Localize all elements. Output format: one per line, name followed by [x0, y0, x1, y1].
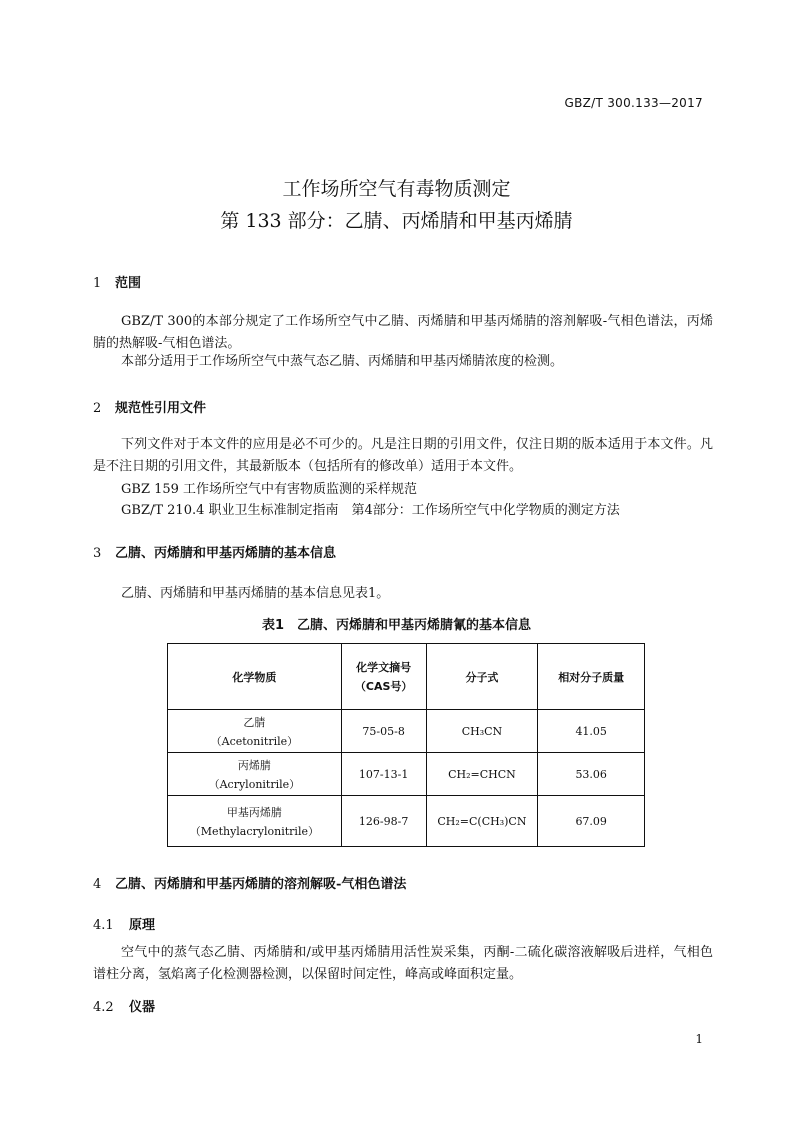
- section-title: 仪器: [129, 1000, 156, 1015]
- header-cas: [341, 644, 426, 710]
- substance-cn: 乙腈: [243, 715, 266, 729]
- cell-cas: 107-13-1: [341, 753, 426, 796]
- substance-cn: 丙烯腈: [237, 758, 271, 772]
- cell-substance: [168, 710, 342, 753]
- cell-substance: [168, 753, 342, 796]
- table-caption: 表1 乙腈、丙烯腈和甲基丙烯腈氰的基本信息: [261, 618, 532, 633]
- section-4-heading: [93, 873, 406, 892]
- cell-mw: 53.06: [538, 753, 645, 796]
- reference-gbzt-210-4: GBZ/T 210.4 职业卫生标准制定指南 第4部分：工作场所空气中化学物质的测定方法: [121, 503, 620, 518]
- section-number: 4: [93, 877, 102, 892]
- substance-en: （Acetonitrile）: [210, 734, 299, 748]
- cell-mw: 41.05: [538, 710, 645, 753]
- page-number: 1: [695, 1032, 703, 1046]
- section-title: 乙腈、丙烯腈和甲基丙烯腈的基本信息: [115, 546, 337, 561]
- section-title: 范围: [115, 276, 142, 291]
- section-2-paragraph-1: 下列文件对于本文件的应用是必不可少的。凡是注日期的引用文件，仅注日期的版本适用于本文件。凡是不注日期的引用文件，其最新版本（包括所有的修改单）适用于本文件。: [93, 437, 713, 474]
- header-cas-line1: 化学文摘号: [356, 661, 412, 674]
- section-title: 原理: [129, 918, 156, 933]
- cell-substance: [168, 796, 342, 847]
- section-number: 4.2: [93, 1000, 114, 1015]
- section-number: 3: [93, 546, 102, 561]
- basic-info-table: [167, 643, 645, 847]
- substance-en: （Methylacrylonitrile）: [189, 824, 319, 838]
- section-3-paragraph-1: 乙腈、丙烯腈和甲基丙烯腈的基本信息见表1。: [121, 586, 390, 601]
- section-4-1-paragraph: 空气中的蒸气态乙腈、丙烯腈和/或甲基丙烯腈用活性炭采集，丙酮-二硫化碳溶液解吸后进样，气相色谱柱分离，氢焰离子化检测器检测，以保留时间定性，峰高或峰面积定量。: [93, 945, 713, 982]
- cell-formula: CH₂=CHCN: [426, 753, 538, 796]
- header-molecular-weight: 相对分子质量: [538, 644, 645, 710]
- section-1-heading: [93, 272, 141, 291]
- section-1-paragraph-1: GBZ/T 300的本部分规定了工作场所空气中乙腈、丙烯腈和甲基丙烯腈的溶剂解吸-气相色谱法，丙烯腈的热解吸-气相色谱法。: [93, 314, 713, 351]
- cell-formula: CH₃CN: [426, 710, 538, 753]
- reference-gbz-159: GBZ 159 工作场所空气中有害物质监测的采样规范: [121, 482, 418, 497]
- substance-en: （Acrylonitrile）: [208, 777, 301, 791]
- cell-formula: CH₂=C(CH₃)CN: [426, 796, 538, 847]
- section-title: 乙腈、丙烯腈和甲基丙烯腈的溶剂解吸-气相色谱法: [115, 877, 407, 892]
- cell-cas: 75-05-8: [341, 710, 426, 753]
- cell-cas: 126-98-7: [341, 796, 426, 847]
- header-formula: 分子式: [426, 644, 538, 710]
- section-3-heading: [93, 542, 336, 561]
- document-title-line1: 工作场所空气有毒物质测定: [282, 178, 511, 200]
- table-row: [168, 753, 645, 796]
- substance-cn: 甲基丙烯腈: [226, 805, 282, 819]
- document-title-line2: 第 133 部分：乙腈、丙烯腈和甲基丙烯腈: [220, 210, 573, 232]
- section-4-2-heading: [93, 996, 155, 1015]
- section-title: 规范性引用文件: [115, 401, 207, 416]
- section-number: 1: [93, 276, 102, 291]
- table-row: [168, 796, 645, 847]
- section-4-1-heading: [93, 914, 155, 933]
- standard-code: GBZ/T 300.133—2017: [564, 96, 703, 110]
- section-number: 4.1: [93, 918, 114, 933]
- table-header-row: [168, 644, 645, 710]
- table-row: [168, 710, 645, 753]
- header-cas-line2: （CAS号）: [354, 680, 413, 693]
- section-2-heading: [93, 397, 206, 416]
- header-substance: 化学物质: [168, 644, 342, 710]
- section-number: 2: [93, 401, 102, 416]
- cell-mw: 67.09: [538, 796, 645, 847]
- section-1-paragraph-2: 本部分适用于工作场所空气中蒸气态乙腈、丙烯腈和甲基丙烯腈浓度的检测。: [121, 354, 564, 369]
